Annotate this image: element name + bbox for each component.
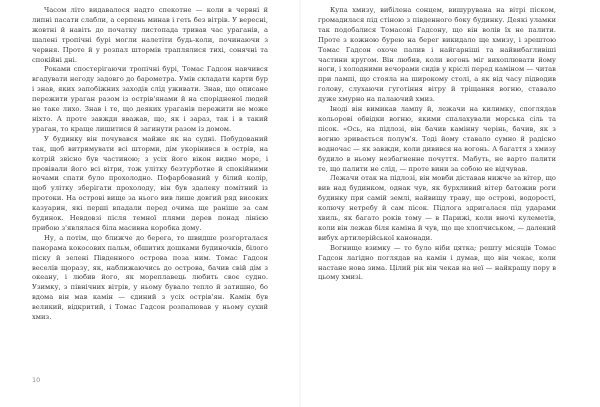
left-paragraph-1: Часом літо видавалося надто спекотне — коли в червні й липні пасати слабли, а серпень минав і геть без вітрів. У вересні, жовтні й навіть до початку листопада тривав час ураганів, а шалені тропічні бурі могли налетіти будь-коли, починаючи з червня. Проте й у розпал штормів траплялися тихі, сонячні та спокійні дні. bbox=[32, 6, 268, 64]
right-page bbox=[318, 6, 556, 366]
right-paragraph-3: Лежачи отак на підлозі, він мовби діставав нижче за вітер, що вив над будинком, однак чув, як бурхливий вітер батожив роги будинку при самій землі, найвищу траву, ще острові, водорості, колючу нетребу й сам пісок. Підлога здригалася під ударами хвиль, як багато років тому — в Парижі, коли вночі кулеметів, коли він лежав біля каміна й чув, що ще хлопчиськом, — далекий вибух артилерійської канонади. bbox=[318, 174, 556, 242]
right-paragraph-1: Купа хмизу, вибілена сонцем, вишурувана на вітрі піском, громадилася під стіною з південного боку будинку. Деякі уламки так подобалися Томасові Гадсону, що він волів їх не палити. Проте з кожною бурею на берег викидало ще хмизу, і зрештою Томас Гадсон охоче палив і найгарніші та найвибагливіші частини кругом. Він любив, коли вогонь міг вихоплювати йому ноги, і холодними вечорами сидів у кріслі перед каміном — читав при лампі, що стояла на широкому столі, а як від часу підводив голову, слухаючи гуготіння вітру й тріщання вогню, ставало дуже хмурно на палаючий хмиз. bbox=[318, 6, 556, 104]
left-paragraph-3: У будинку він почувався майже як на судні. Побудований так, щоб витримувати всі шторми, дім укорінився в острів, на котрій звісно був частиною; з усіх його вікон видно море, і провівали його всі вітри, тож улітку безтурботне й спокійними ночами спати було прохолодно. Пофарбований у білий колір, щоб улітку зберігати прохолоду, він був здалеку помітний із протоки. На острові вище за нього вив лише довгий ряд високих казуарин, які перші впадали перед очима ще раніше за сам будинок. Невдовзі після темної плями дерев понад лінією прибою з'являлася біла масивна коробка дому. bbox=[32, 134, 268, 232]
left-paragraph-2: Роками спостерігаючи тропічні бурі, Томас Гадсон навчився вгадувати негоду задовго до барометра. Умів складати карти бур і знав, яких запобіжних заходів слід уживати. Знав, що описане пережити ураган разом із острів'янами й на спорідненої людей не таке лихо. Знав і те, що деяких ураганів пережити не може ніхто. А проте завжди вважав, що, як і зараз, так і в такий ураган, то краще лишитися й загинути разом із домом. bbox=[32, 65, 268, 133]
page-gutter bbox=[299, 0, 301, 407]
right-paragraph-2: Іноді він вимикав лампу й, лежачи на килимку, споглядав кольорові обвідки вогню, якими спалахували морська сіль та пісок. «Ось, на підлозі, він бачив камінну черінь, бачив, як з вогню зривається полум'я. Тоді йому ставало сумно й радісно водночас — як завжди, коли дивився на вогонь. А багаття з хмизу будило в ньому незбагненне почуття. Мабуть, не варто палити те, що палити не слід, — проте вини за собою не відчував. bbox=[318, 105, 556, 173]
page-number: 10 bbox=[32, 376, 41, 384]
left-page bbox=[32, 6, 268, 366]
right-paragraph-4: Вогнище взимку — то було ніби цятка; решту місяців Томас Гадсон лагідно поглядав на камін і думав, що він чекає, коли настане нова зима. Цілий рік він чекав на неї — найкращу пору в цьому хмизі. bbox=[318, 243, 556, 282]
left-paragraph-4: Ну, а потім, що ближче до берега, то швидше розгорталася панорама кокосових пальм, обшитих дошками будиночків, білого піску й зелені Південного острова поза ним. Томас Гадсон веселів щоразу, як, наближаючись до острова, бачив свій дім з океану, і любив його, як мореплавець любить своє судно. Узимку, з північних вітрів, у ньому бувало тепло й затишно, бо вдома він мав камін — єдиний з усіх острів'ян. Камін був великий, відкритий, і Томас Гадсон розпалював у ньому сухий хмиз. bbox=[32, 233, 268, 322]
